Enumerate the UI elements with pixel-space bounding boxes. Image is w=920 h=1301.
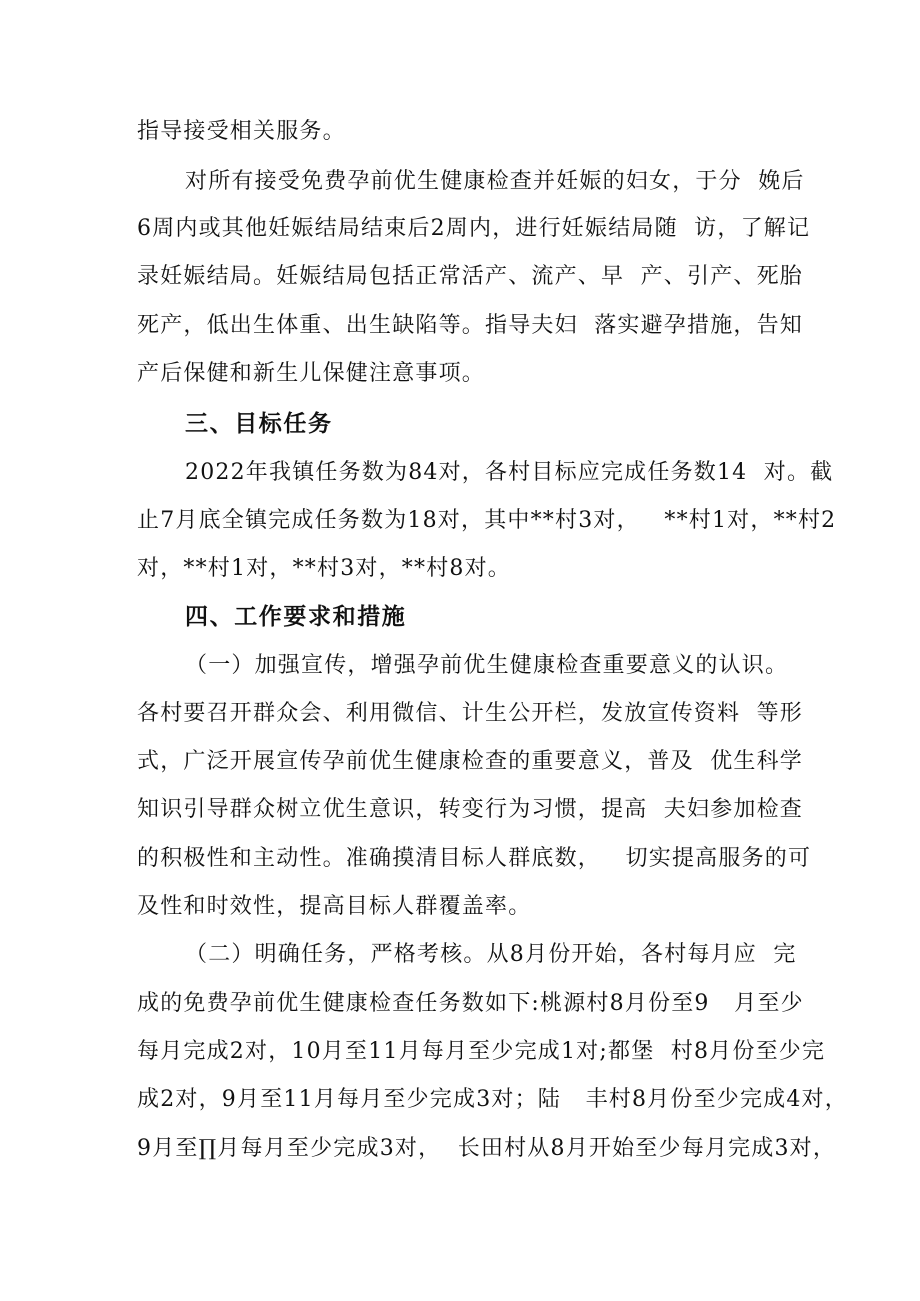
paragraph-line: 死产，低出生体重、出生缺陷等。指导夫妇 落实避孕措施，告知 — [137, 313, 803, 338]
paragraph-line: 每月完成2对，10月至11月每月至少完成1对;都堡 村8月份至少完 — [137, 1039, 826, 1064]
paragraph-line: 式，广泛开展宣传孕前优生健康检查的重要意义，普及 优生科学 — [137, 749, 803, 774]
paragraph-line: 对所有接受免费孕前优生健康检查并妊娠的妇女，于分 娩后 — [185, 169, 805, 194]
paragraph-line: 成的免费孕前优生健康检查任务数如下:桃源村8月份至9 月至少 — [137, 991, 804, 1016]
paragraph-line: 产后保健和新生儿保健注意事项。 — [137, 361, 486, 386]
paragraph-line: 成2对，9月至11月每月至少完成3对；陆 丰村8月份至少完成4对， — [137, 1087, 848, 1112]
section-heading: 四、工作要求和措施 — [185, 603, 407, 630]
paragraph-line: 的积极性和主动性。准确摸清目标人群底数， 切实提高服务的可 — [137, 846, 812, 871]
paragraph-line: 止7月底全镇完成任务数为18对，其中**村3对， **村1对，**村2 — [137, 508, 837, 533]
paragraph-line: （二）明确任务，严格考核。从8月份开始，各村每月应 完 — [185, 942, 797, 967]
paragraph-line: 录妊娠结局。妊娠结局包括正常活产、流产、早 产、引产、死胎 — [137, 264, 803, 289]
section-heading: 三、目标任务 — [185, 410, 333, 437]
paragraph-line: 对，**村1对，**村3对，**村8对。 — [137, 556, 511, 581]
paragraph-line: 各村要召开群众会、利用微信、计生公开栏，发放宣传资料 等形 — [137, 701, 803, 726]
paragraph-line: （一）加强宣传，增强孕前优生健康检查重要意义的认识。 — [185, 653, 789, 678]
paragraph-line: 指导接受相关服务。 — [137, 119, 346, 144]
paragraph-line: 6周内或其他妊娠结局结束后2周内，进行妊娠结局随 访，了解记 — [137, 216, 811, 241]
paragraph-line: 知识引导群众树立优生意识，转变行为习惯，提高 夫妇参加检查 — [137, 797, 803, 822]
paragraph-line: 2022年我镇任务数为84对，各村目标应完成任务数14 对。截 — [185, 460, 834, 485]
paragraph-line: 及性和时效性，提高目标人群覆盖率。 — [137, 894, 532, 919]
paragraph-line: 9月至∏月每月至少完成3对， 长田村从8月开始至少每月完成3对， — [137, 1136, 837, 1161]
